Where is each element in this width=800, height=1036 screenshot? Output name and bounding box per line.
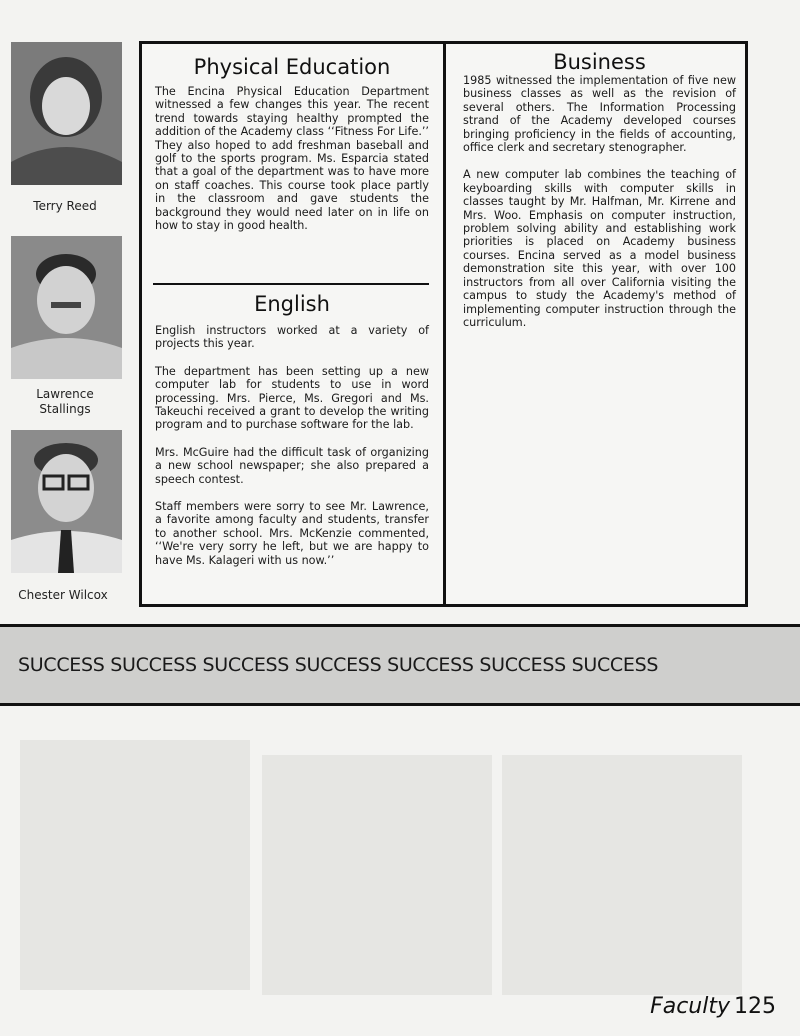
background-ghost-photo-left [20, 740, 250, 990]
physical-education-heading: Physical Education [193, 55, 391, 79]
portrait-terry-reed [11, 42, 122, 185]
success-banner-text: SUCCESS SUCCESS SUCCESS SUCCESS SUCCESS SUCCESS SUCCESS [18, 654, 659, 676]
english-heading: English [254, 292, 330, 316]
page-footer [650, 994, 776, 1019]
page-number: 125 [734, 994, 776, 1019]
english-section [155, 292, 429, 581]
portrait-chester-wilcox [11, 430, 122, 573]
portrait-lawrence-stallings [11, 236, 122, 379]
section-divider-rule [153, 283, 429, 285]
caption-terry-reed: Terry Reed [33, 199, 97, 213]
physical-education-section [155, 55, 429, 246]
background-ghost-photo-right [502, 755, 742, 995]
success-banner [0, 624, 800, 706]
background-ghost-photo-middle [262, 755, 492, 995]
physical-education-paragraph: The Encina Physical Education Department witnessed a few changes this year. The recent trend towards staying healthy prompted the addition of the Academy class ‘‘Fitness For Life.’’ They also hoped to add freshman baseball and golf to the sports program. Ms. Esparcia stated that a goal of the department was to have more on staff coaches. This course took place partly in the classroom and gave students the background they would need later on in life on how to stay in good health. [155, 85, 429, 233]
column-divider [443, 41, 446, 607]
business-paragraph: A new computer lab combines the teaching of keyboarding skills with computer skills in classes taught by Mr. Halfman, Mr. Kirrene and Mrs. Woo. Emphasis on computer instruction, problem solving ability and establishing work priorities is placed on Academy business courses. Encina served as a model business demonstration site this year, with over 100 instructors from all over California visiting the campus to study the Academy's method of implementing computer instruction through the curriculum. [463, 168, 736, 329]
caption-chester-wilcox: Chester Wilcox [18, 588, 108, 602]
footer-section-title: Faculty [650, 994, 730, 1019]
english-paragraph: The department has been setting up a new computer lab for students to use in word processing. Mrs. Pierce, Ms. Gregori and Ms. Takeuchi received a grant to develop the writing program and to purchase software for the lab. [155, 364, 429, 432]
english-paragraph: English instructors worked at a variety of projects this year. [155, 324, 429, 351]
english-paragraph: Mrs. McGuire had the difficult task of organizing a new school newspaper; she also prepared a speech contest. [155, 445, 429, 486]
business-section [463, 50, 736, 343]
caption-lawrence-stallings: Lawrence Stallings [36, 387, 94, 416]
business-paragraph: 1985 witnessed the implementation of five new business classes as well as the revision of several others. The Information Processing strand of the Academy developed courses bringing proficiency in the fields of accounting, office clerk and secretary stenographer. [463, 74, 736, 155]
business-heading: Business [553, 50, 646, 74]
english-paragraph: Staff members were sorry to see Mr. Lawrence, a favorite among faculty and students, transfer to another school. Mrs. McKenzie commented, ‘‘We're very sorry he left, but we are happy to have Ms. Kalageri with us now.’’ [155, 500, 429, 567]
